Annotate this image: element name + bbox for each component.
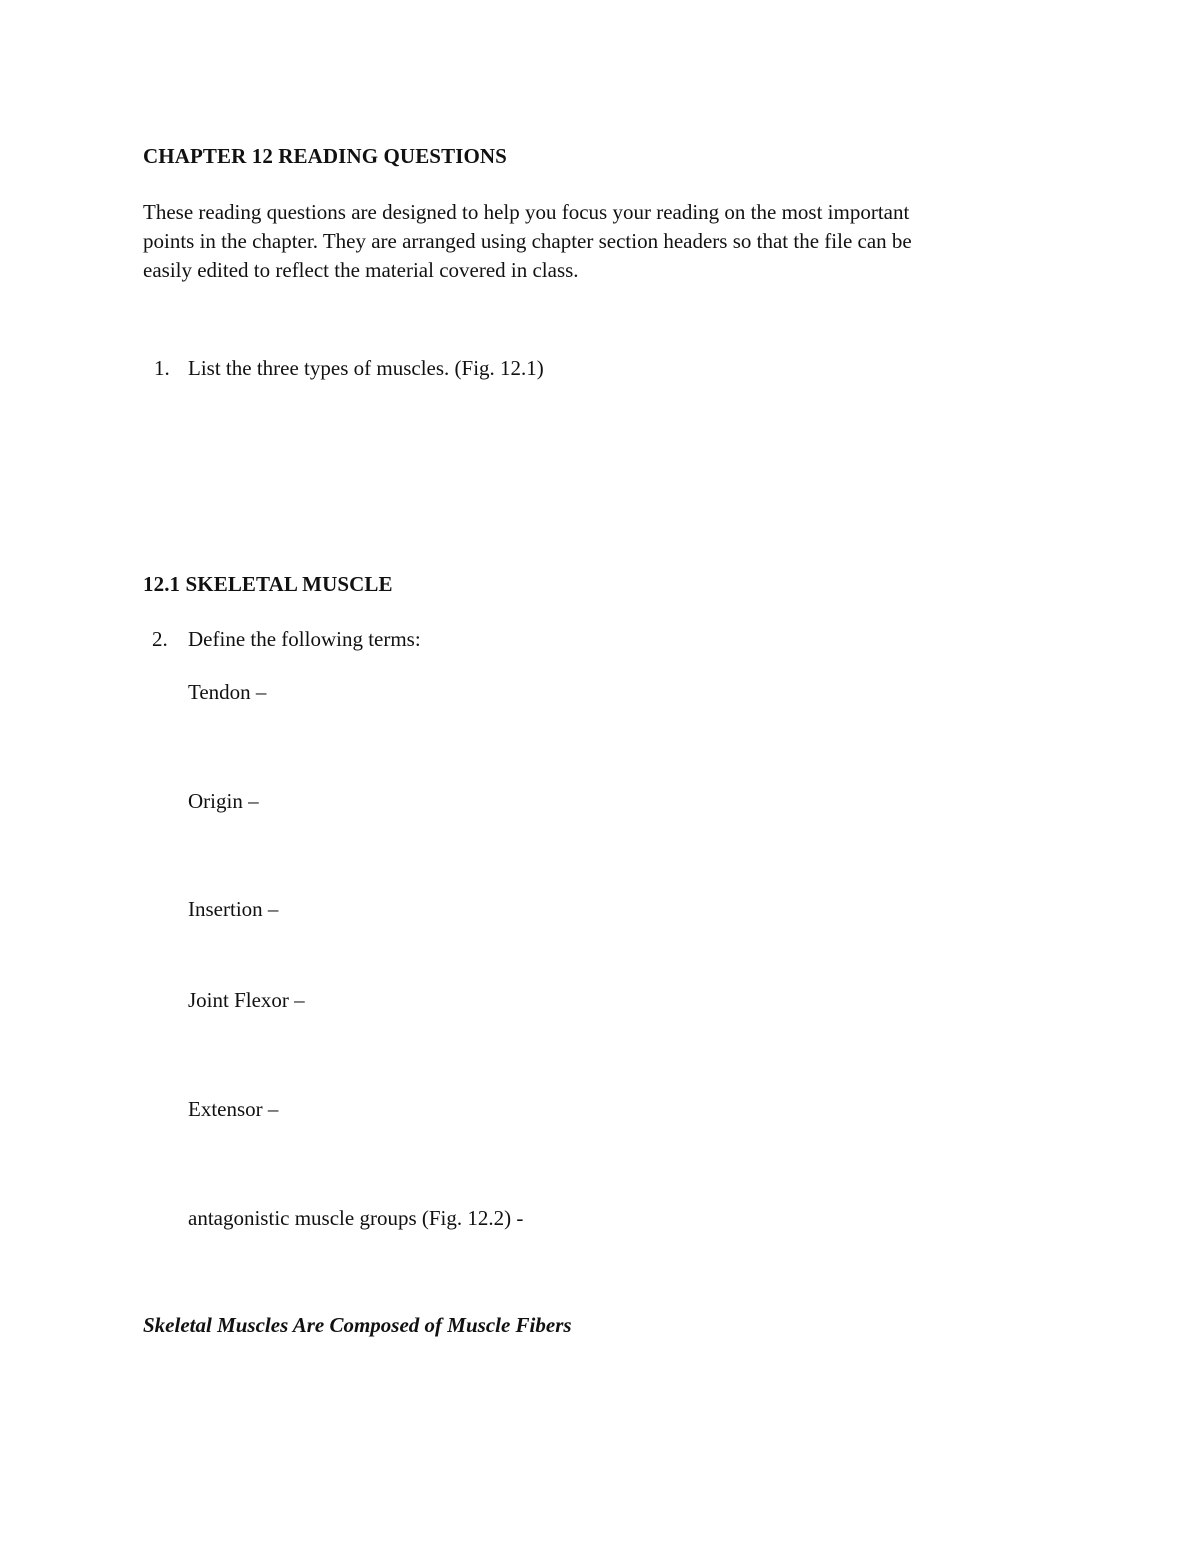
term-insertion: Insertion –	[188, 897, 279, 921]
intro-line-3: easily edited to reflect the material covered in class.	[143, 258, 579, 282]
subsection-heading-muscle-fibers: Skeletal Muscles Are Composed of Muscle Fibers	[143, 1313, 572, 1337]
question-2-text: Define the following terms:	[188, 627, 421, 651]
intro-line-2: points in the chapter. They are arranged using chapter section headers so that the file can be	[143, 229, 912, 253]
term-origin: Origin –	[188, 789, 259, 813]
intro-line-1: These reading questions are designed to help you focus your reading on the most important	[143, 200, 910, 224]
term-extensor: Extensor –	[188, 1097, 279, 1121]
question-2-number: 2.	[152, 627, 168, 651]
question-1-number: 1.	[154, 356, 170, 380]
chapter-title: CHAPTER 12 READING QUESTIONS	[143, 144, 507, 168]
term-antagonistic-muscle-groups: antagonistic muscle groups (Fig. 12.2) -	[188, 1206, 524, 1230]
intro-paragraph	[143, 198, 1023, 285]
term-tendon: Tendon –	[188, 680, 267, 704]
question-1-text: List the three types of muscles. (Fig. 12.1)	[188, 356, 544, 380]
term-joint-flexor: Joint Flexor –	[188, 988, 305, 1012]
section-heading-skeletal-muscle: 12.1 SKELETAL MUSCLE	[143, 572, 393, 596]
